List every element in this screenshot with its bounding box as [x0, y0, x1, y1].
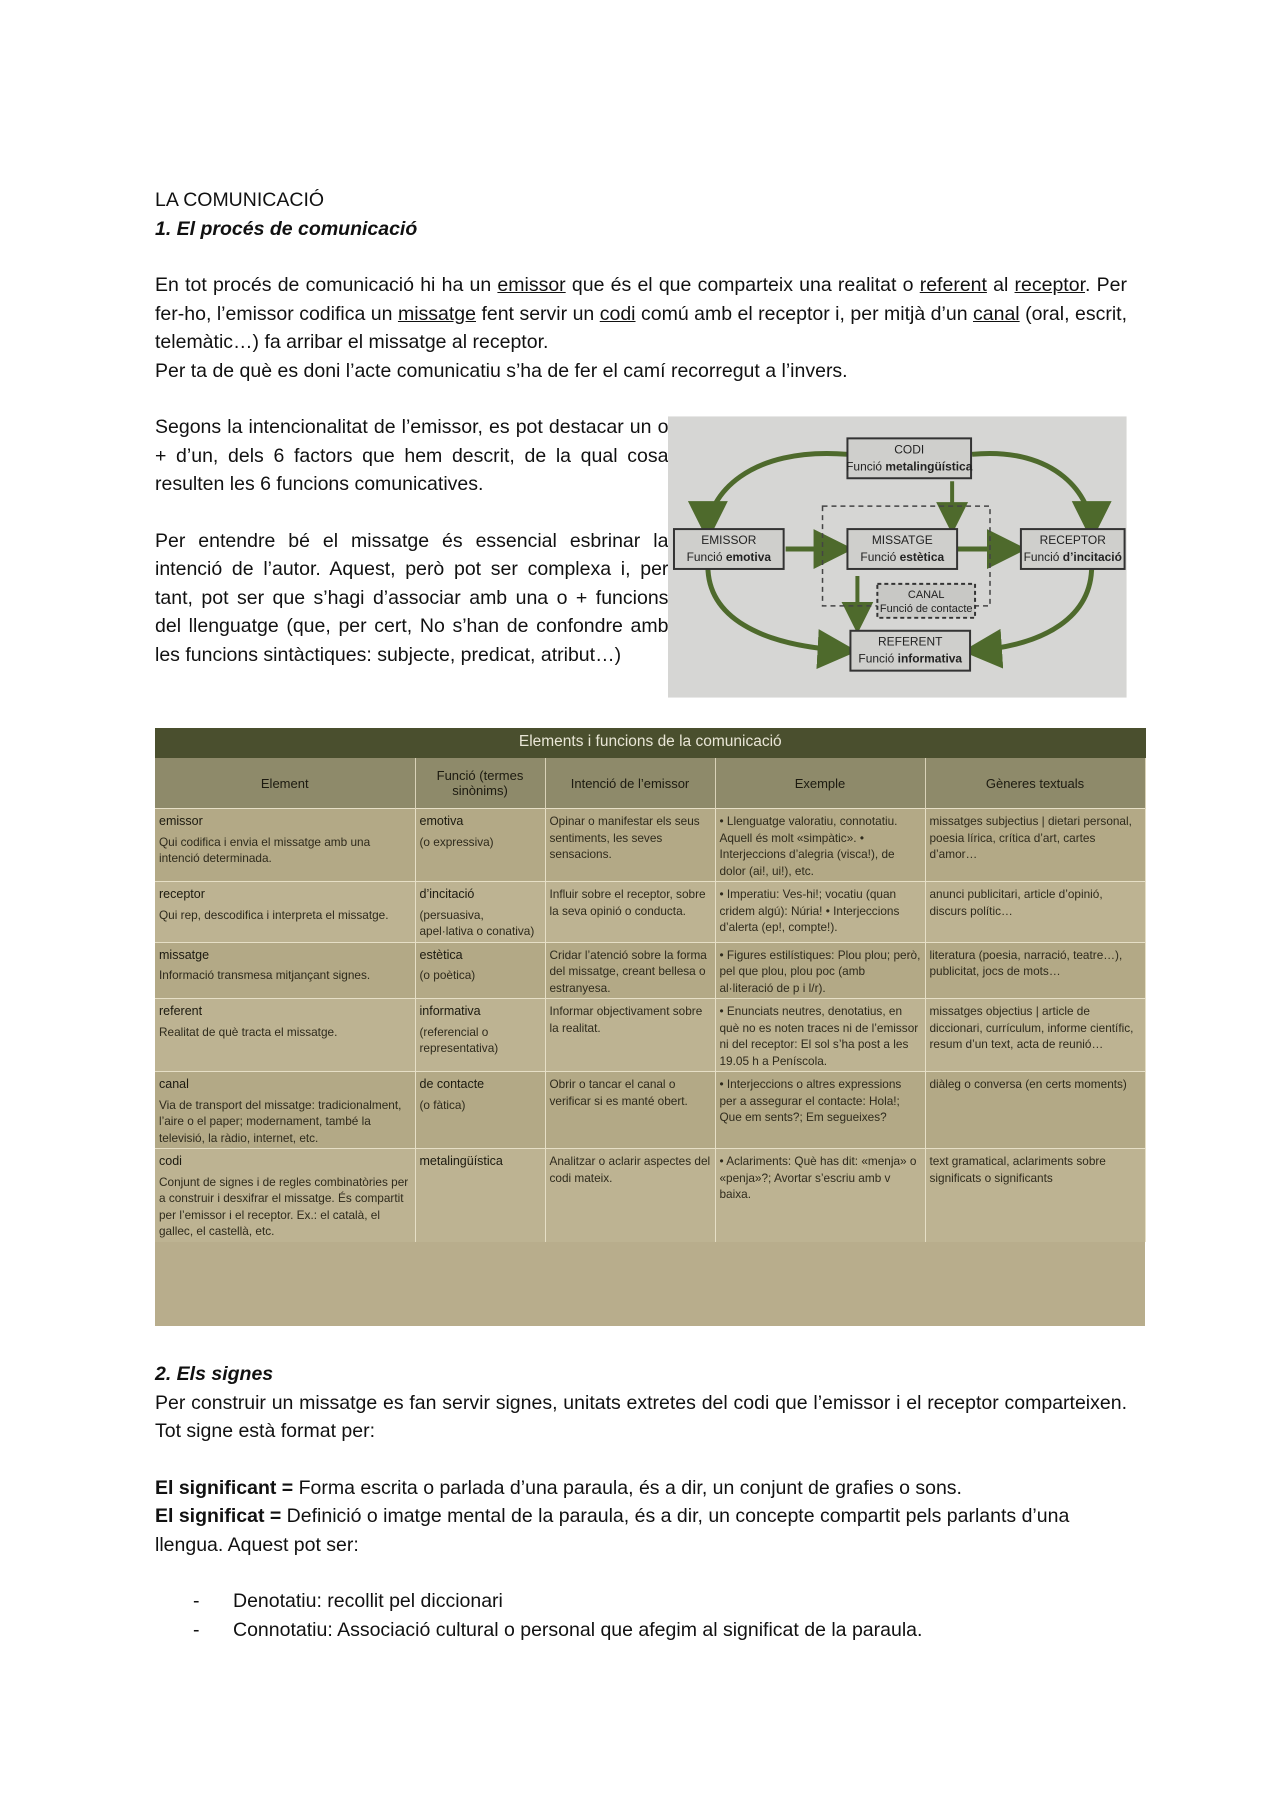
table-cell: [715, 882, 925, 943]
row-intention: Informar objectivament sobre la realitat.: [549, 1004, 703, 1035]
document-page: [155, 186, 1134, 1644]
table-cell: [545, 809, 715, 882]
row-element-desc: Realitat de què tracta el missatge.: [159, 1024, 338, 1039]
term-canal: canal: [973, 302, 1020, 325]
row-intention: Opinar o manifestar els seus sentiments, les seves sensacions.: [549, 814, 700, 861]
row-element-desc: Conjunt de signes i de regles combinatòries per a construir i desxifrar el missatge. És compartit per l’emissor i el receptor. Ex.: el català, el gallec, el castellà, etc.: [159, 1174, 409, 1238]
table-cell: [155, 1072, 415, 1149]
significat-label: El significat =: [155, 1505, 282, 1527]
text-run: al: [986, 274, 1015, 296]
list-item-text: Connotatiu: Associació cultural o personal que afegim al significat de la paraula.: [233, 1618, 923, 1641]
row-element: receptor: [159, 887, 205, 901]
box-receptor: [1021, 529, 1125, 569]
row-genres: literatura (poesia, narració, teatre…), publicitat, jocs de mots…: [929, 947, 1123, 978]
table-cell: [545, 942, 715, 999]
header-example: Exemple: [715, 758, 925, 809]
term-missatge: missatge: [397, 302, 476, 325]
table-cell: [925, 809, 1145, 882]
box-missatge: [848, 529, 958, 569]
missatge-function: Funció estètica: [860, 549, 945, 564]
row-function-alt: (o fàtica): [419, 1097, 466, 1112]
table-cell: [545, 999, 715, 1072]
table-row: [155, 942, 1145, 999]
row-genres: diàleg o conversa (en certs moments): [929, 1077, 1127, 1091]
table-row: [155, 1072, 1145, 1149]
row-function-alt: (referencial o representativa): [419, 1024, 499, 1055]
row-function: informativa: [419, 1004, 481, 1018]
row-intention: Obrir o tancar el canal o verificar si es manté obert.: [549, 1077, 688, 1108]
row-example: • Figures estilístiques: Plou plou; però, pel que plou, plou poc (amb al·literació de p i l/r).: [719, 947, 921, 995]
row-element-desc: Via de transport del missatge: tradicionalment, l’aire o el paper; modernament, també la televisió, la ràdio, internet, etc.: [159, 1097, 402, 1145]
header-genres: Gèneres textuals: [925, 758, 1145, 809]
row-genres: missatges subjectius | dietari personal, poesia lírica, crítica d’art, cartes d’amor…: [929, 814, 1132, 861]
row-element-desc: Qui rep, descodifica i interpreta el missatge.: [159, 907, 389, 922]
codi-label: CODI: [894, 442, 925, 457]
table-cell: [715, 1149, 925, 1242]
bullet-marker: -: [193, 1618, 200, 1641]
box-emissor: [674, 529, 784, 569]
emissor-function: Funció emotiva: [687, 549, 772, 564]
table-cell: [545, 882, 715, 943]
table-cell: [925, 942, 1145, 999]
row-element-desc: Qui codifica i envia el missatge amb una intenció determinada.: [159, 834, 371, 865]
table-cell: [925, 1072, 1145, 1149]
table-cell: [155, 999, 415, 1072]
significant-label: El significant =: [155, 1476, 294, 1499]
header-intention: Intenció de l’emissor: [545, 758, 715, 809]
table-header-row: [155, 758, 1145, 809]
box-canal: [878, 584, 976, 618]
table-cell: [715, 942, 925, 999]
row-genres: anunci publicitari, article d’opinió, discurs polític…: [929, 887, 1103, 918]
table-cell: [925, 882, 1145, 943]
canal-function: Funció de contacte: [880, 602, 973, 615]
row-element: missatge: [159, 947, 210, 962]
table-cell: [715, 809, 925, 882]
row-example: • Enunciats neutres, denotatius, en què no es noten traces ni de l’emissor ni del receptor: El sol s’ha post a les 19.05 h a Peníscola.: [719, 1004, 919, 1068]
table-cell: [715, 999, 925, 1072]
row-function: de contacte: [419, 1077, 485, 1091]
row-element: referent: [159, 1004, 203, 1018]
paragraph-author-intent: Per entendre bé el missatge és essencial esbrinar la intenció de l’autor. Aquest, però pot ser complexa i, per tant, pot ser que s’hagi d’associar amb una o + funcions del llenguatge (que, per cert, No s’han de confondre amb les funcions sintàctiques: subjecte, predicat, atribut…): [155, 529, 669, 666]
row-element-desc: Informació transmesa mitjançant signes.: [159, 968, 371, 982]
row-example: • Llenguatge valoratiu, connotatiu. Aquell és molt «simpàtic». • Interjeccions d’alegria (visca!), de dolor (ai!, ui!), etc.: [719, 814, 898, 878]
receptor-label: RECEPTOR: [1040, 533, 1107, 548]
functions-table: [155, 728, 1146, 1242]
table-row: [155, 1149, 1145, 1242]
text-run: (oral, escrit, telemàtic…) fa arribar el missatge al receptor.: [155, 302, 1127, 353]
row-genres: text gramatical, aclariments sobre significats o significants: [929, 1154, 1106, 1185]
table-cell: [155, 809, 415, 882]
table-row: [155, 882, 1145, 943]
table-cell: [715, 1072, 925, 1149]
box-codi: [847, 438, 974, 478]
functions-table-image: [155, 728, 1145, 1326]
communication-diagram: [668, 416, 1127, 698]
table-cell: [545, 1149, 715, 1242]
referent-label: REFERENT: [878, 634, 943, 649]
table-cell: [415, 1149, 545, 1242]
significat-text: Definició o imatge mental de la paraula, és a dir, un concepte compartit pels parlants d’una llengua. Aquest pot ser:: [155, 1505, 1070, 1556]
row-element: emissor: [159, 814, 203, 828]
term-referent: referent: [919, 274, 987, 296]
row-example: • Interjeccions o altres expressions per a assegurar el contacte: Hola!; Que em sents?; Em segueixes?: [719, 1077, 902, 1124]
table-cell: [415, 942, 545, 999]
row-example: • Imperatiu: Ves-hi!; vocatiu (quan cridem algú): Núria! • Interjeccions d’alerta (ep!, compte!).: [719, 887, 900, 934]
text-and-diagram: [155, 413, 1127, 698]
row-intention: Influir sobre el receptor, sobre la seva opinió o conducta.: [549, 887, 706, 918]
table-cell: [925, 999, 1145, 1072]
codi-function: Funció metalingüística: [846, 459, 973, 474]
table-row: [155, 809, 1145, 882]
row-function-alt: (o poètica): [419, 968, 476, 982]
row-element: canal: [159, 1077, 189, 1091]
paragraph-significat: [155, 1502, 1127, 1559]
paragraph-process: [155, 271, 1127, 357]
table-title: Elements i funcions de la comunicació: [155, 728, 1146, 758]
row-example: • Aclariments: Què has dit: «menja» o «penja»?; Avortar s’escriu amb v baixa.: [719, 1154, 917, 1201]
term-receptor: receptor: [1014, 274, 1085, 296]
document-title: LA COMUNICACIÓ: [155, 189, 325, 211]
table-cell: [415, 809, 545, 882]
list-item-text: Denotatiu: recollit pel diccionari: [233, 1590, 503, 1612]
table-cell: [415, 999, 545, 1072]
significant-text: Forma escrita o parlada d’una paraula, és a dir, un conjunt de grafies o sons.: [293, 1476, 962, 1499]
section-1-heading: 1. El procés de comunicació: [155, 217, 418, 240]
emissor-label: EMISSOR: [701, 533, 757, 548]
header-element: Element: [155, 758, 415, 809]
table-cell: [415, 882, 545, 943]
row-function: d’incitació: [419, 887, 475, 901]
row-element: codi: [159, 1154, 182, 1168]
table-cell: [155, 942, 415, 999]
referent-function: Funció informativa: [858, 651, 963, 666]
text-run: fent servir un: [475, 302, 600, 325]
row-function-alt: (o expressiva): [419, 834, 494, 849]
bullet-marker: -: [193, 1590, 200, 1612]
missatge-label: MISSATGE: [872, 533, 934, 548]
functions-intro: [155, 413, 668, 698]
row-function: emotiva: [419, 814, 464, 828]
meaning-types-list: [155, 1587, 1127, 1644]
header-function: Funció (termes sinònims): [415, 758, 545, 809]
row-function-alt: (persuasiva, apel·lativa o conativa): [419, 907, 535, 938]
table-cell: [155, 882, 415, 943]
row-function: metalingüística: [419, 1154, 503, 1168]
canal-label: CANAL: [908, 588, 945, 601]
paragraph-significant: [155, 1474, 1127, 1503]
section-2-heading: 2. Els signes: [155, 1363, 274, 1385]
text-run: comú amb el receptor i, per mitjà d’un: [635, 302, 973, 325]
text-run: . Per fer-ho, l’emissor codifica un: [155, 274, 1127, 325]
paragraph-intent: Segons la intencionalitat de l’emissor, es pot destacar un o + d’un, dels 6 factors que hem descrit, de la qual cosa resulten les 6 funcions comunicatives.: [155, 416, 669, 495]
list-item: [155, 1587, 1127, 1616]
row-intention: Cridar l’atenció sobre la forma del missatge, creant bellesa o estranyesa.: [549, 947, 707, 995]
term-codi: codi: [599, 302, 636, 325]
paragraph-inverse: Per ta de què es doni l’acte comunicatiu s’ha de fer el camí recorregut a l’invers.: [155, 359, 848, 382]
table-cell: [155, 1149, 415, 1242]
row-genres: missatges objectius | article de diccionari, currículum, informe científic, resum d’un text, acta de reunió…: [929, 1004, 1134, 1051]
row-function: estètica: [419, 947, 463, 962]
table-body: [155, 809, 1145, 1242]
paragraph-signs: Per construir un missatge es fan servir signes, unitats extretes del codi que l’emissor i el receptor comparteixen. Tot signe està format per:: [155, 1391, 1127, 1442]
term-emissor: emissor: [497, 274, 566, 296]
list-item: [155, 1616, 1127, 1645]
table-cell: [925, 1149, 1145, 1242]
text-run: En tot procés de comunicació hi ha un: [155, 274, 498, 296]
text-run: que és el que comparteix una realitat o: [565, 274, 920, 296]
table-cell: [545, 1072, 715, 1149]
box-referent: [851, 631, 971, 671]
row-intention: Analitzar o aclarir aspectes del codi mateix.: [549, 1154, 711, 1185]
table-row: [155, 999, 1145, 1072]
receptor-function: Funció d’incitació: [1024, 549, 1123, 564]
table-cell: [415, 1072, 545, 1149]
